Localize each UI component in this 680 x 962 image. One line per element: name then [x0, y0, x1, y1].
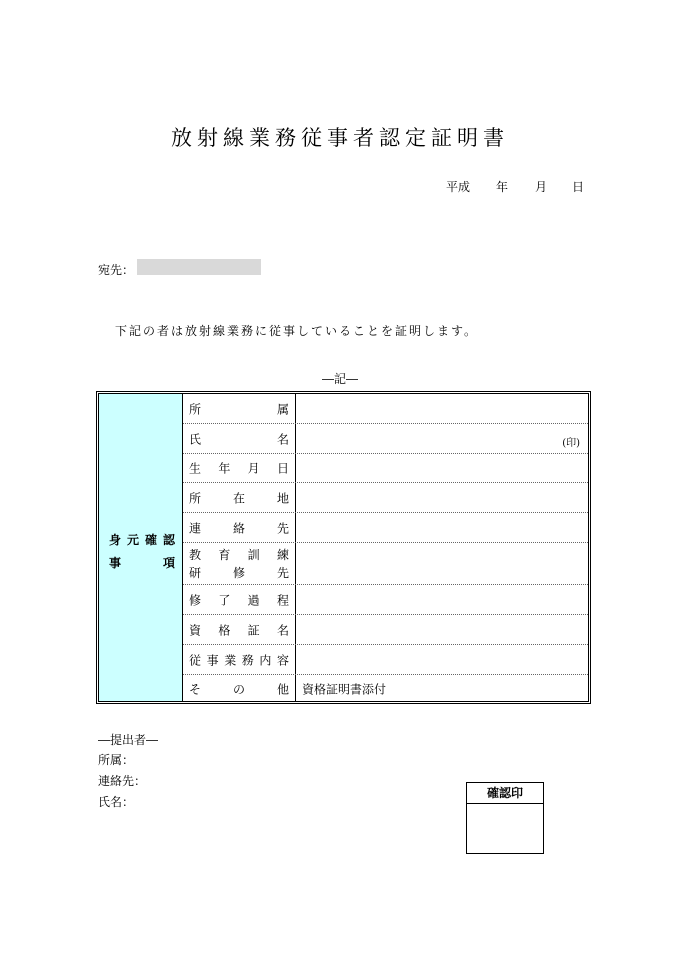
form-row-label-text — [189, 489, 289, 506]
certification-statement: 下記の者は放射線業務に従事していることを証明します。 — [115, 324, 479, 338]
recipient-label: 宛先： — [98, 263, 135, 277]
form-row-label — [183, 424, 296, 453]
form-row-label — [183, 543, 296, 584]
label-char: 年 — [218, 461, 231, 476]
seal-mark: (印) — [562, 438, 580, 449]
label-char: 内 — [259, 653, 272, 667]
form-row-label-text — [189, 400, 289, 417]
label-char: 修 — [189, 593, 202, 607]
section-label-line1: 身元確認 — [109, 533, 182, 547]
form-row-label-text — [189, 430, 289, 447]
redacted-recipient — [137, 259, 261, 275]
label-char: 了 — [218, 593, 231, 607]
label-char: 先 — [276, 521, 289, 535]
label-char: 研 — [189, 566, 202, 580]
date-era: 平成 — [446, 180, 471, 194]
form-row — [183, 454, 588, 483]
date-month: 月 — [535, 180, 548, 194]
label-char: 業 — [224, 653, 237, 667]
form-row-label — [183, 513, 296, 542]
label-char: 練 — [276, 548, 289, 562]
form-row-label — [183, 483, 296, 512]
section-label-line2 — [109, 554, 175, 571]
form-row-label-text — [189, 621, 289, 638]
label-char: 格 — [218, 623, 231, 637]
label-char: 氏 — [189, 432, 202, 446]
confirmation-stamp-box — [466, 782, 544, 854]
label-char: そ — [189, 682, 202, 696]
label-char: 所 — [189, 491, 202, 505]
label-char: 連 — [189, 521, 202, 535]
form-row-label — [183, 615, 296, 644]
label-char: 資 — [189, 623, 202, 637]
form-row-label — [183, 675, 296, 702]
label-char: 名 — [276, 623, 289, 637]
document-title: 放射線業務従事者認定証明書 — [171, 126, 509, 150]
form-row-label — [183, 454, 296, 482]
label-char: 事 — [206, 653, 219, 667]
form-row-label-text — [189, 680, 289, 697]
form-row-label-text — [189, 591, 289, 608]
label-char: 地 — [276, 491, 289, 505]
label-char: 生 — [189, 461, 202, 476]
label-char: 教 — [189, 548, 202, 562]
label-char: 月 — [247, 461, 260, 476]
form-row — [183, 543, 588, 585]
form-row-label — [183, 585, 296, 614]
label-char: 所 — [189, 402, 202, 416]
form-row-label-text — [189, 564, 289, 581]
label-char: 過 — [247, 593, 260, 607]
date-year: 年 — [496, 180, 509, 194]
label-char: 容 — [276, 653, 289, 667]
label-char: 絡 — [232, 521, 245, 535]
label-char: 従 — [189, 653, 202, 667]
form-row-label — [183, 394, 296, 423]
form-row — [183, 513, 588, 543]
submitter-contact: 連絡先： — [98, 774, 147, 788]
form-row — [183, 675, 588, 702]
section-label-char-a: 事 — [109, 556, 122, 570]
label-char: 名 — [276, 432, 289, 446]
form-row-label-text — [189, 651, 289, 668]
label-char: 育 — [218, 548, 231, 562]
form-row-label-text — [189, 519, 289, 536]
label-char: 先 — [276, 566, 289, 580]
label-char: 証 — [247, 623, 260, 637]
stamp-label: 確認印 — [467, 783, 543, 804]
submitter-heading: ―提出者― — [98, 733, 159, 747]
label-char: 日 — [276, 461, 289, 476]
section-label-char-b: 項 — [162, 556, 175, 570]
form-row — [183, 424, 588, 454]
label-char: 務 — [241, 653, 254, 667]
form-row — [183, 645, 588, 675]
label-char: 程 — [276, 593, 289, 607]
identity-form — [96, 391, 591, 704]
label-char: 修 — [232, 566, 245, 580]
section-label — [99, 394, 183, 701]
form-row-label-text — [189, 460, 289, 477]
form-row — [183, 483, 588, 513]
form-row — [183, 615, 588, 645]
form-row-label — [183, 645, 296, 674]
label-char: 在 — [232, 491, 245, 505]
form-row-label-text — [189, 546, 289, 563]
date-day: 日 — [572, 180, 585, 194]
submitter-affiliation: 所属： — [98, 753, 135, 767]
label-char: 他 — [276, 682, 289, 696]
submitter-name: 氏名： — [98, 795, 135, 809]
form-row-value[interactable]: 資格証明書添付 — [302, 682, 387, 696]
form-row — [183, 394, 588, 424]
ki-heading: ―記― — [321, 372, 358, 386]
label-char: の — [232, 682, 245, 696]
label-char: 属 — [276, 402, 289, 416]
label-char: 訓 — [247, 548, 260, 562]
form-row — [183, 585, 588, 615]
